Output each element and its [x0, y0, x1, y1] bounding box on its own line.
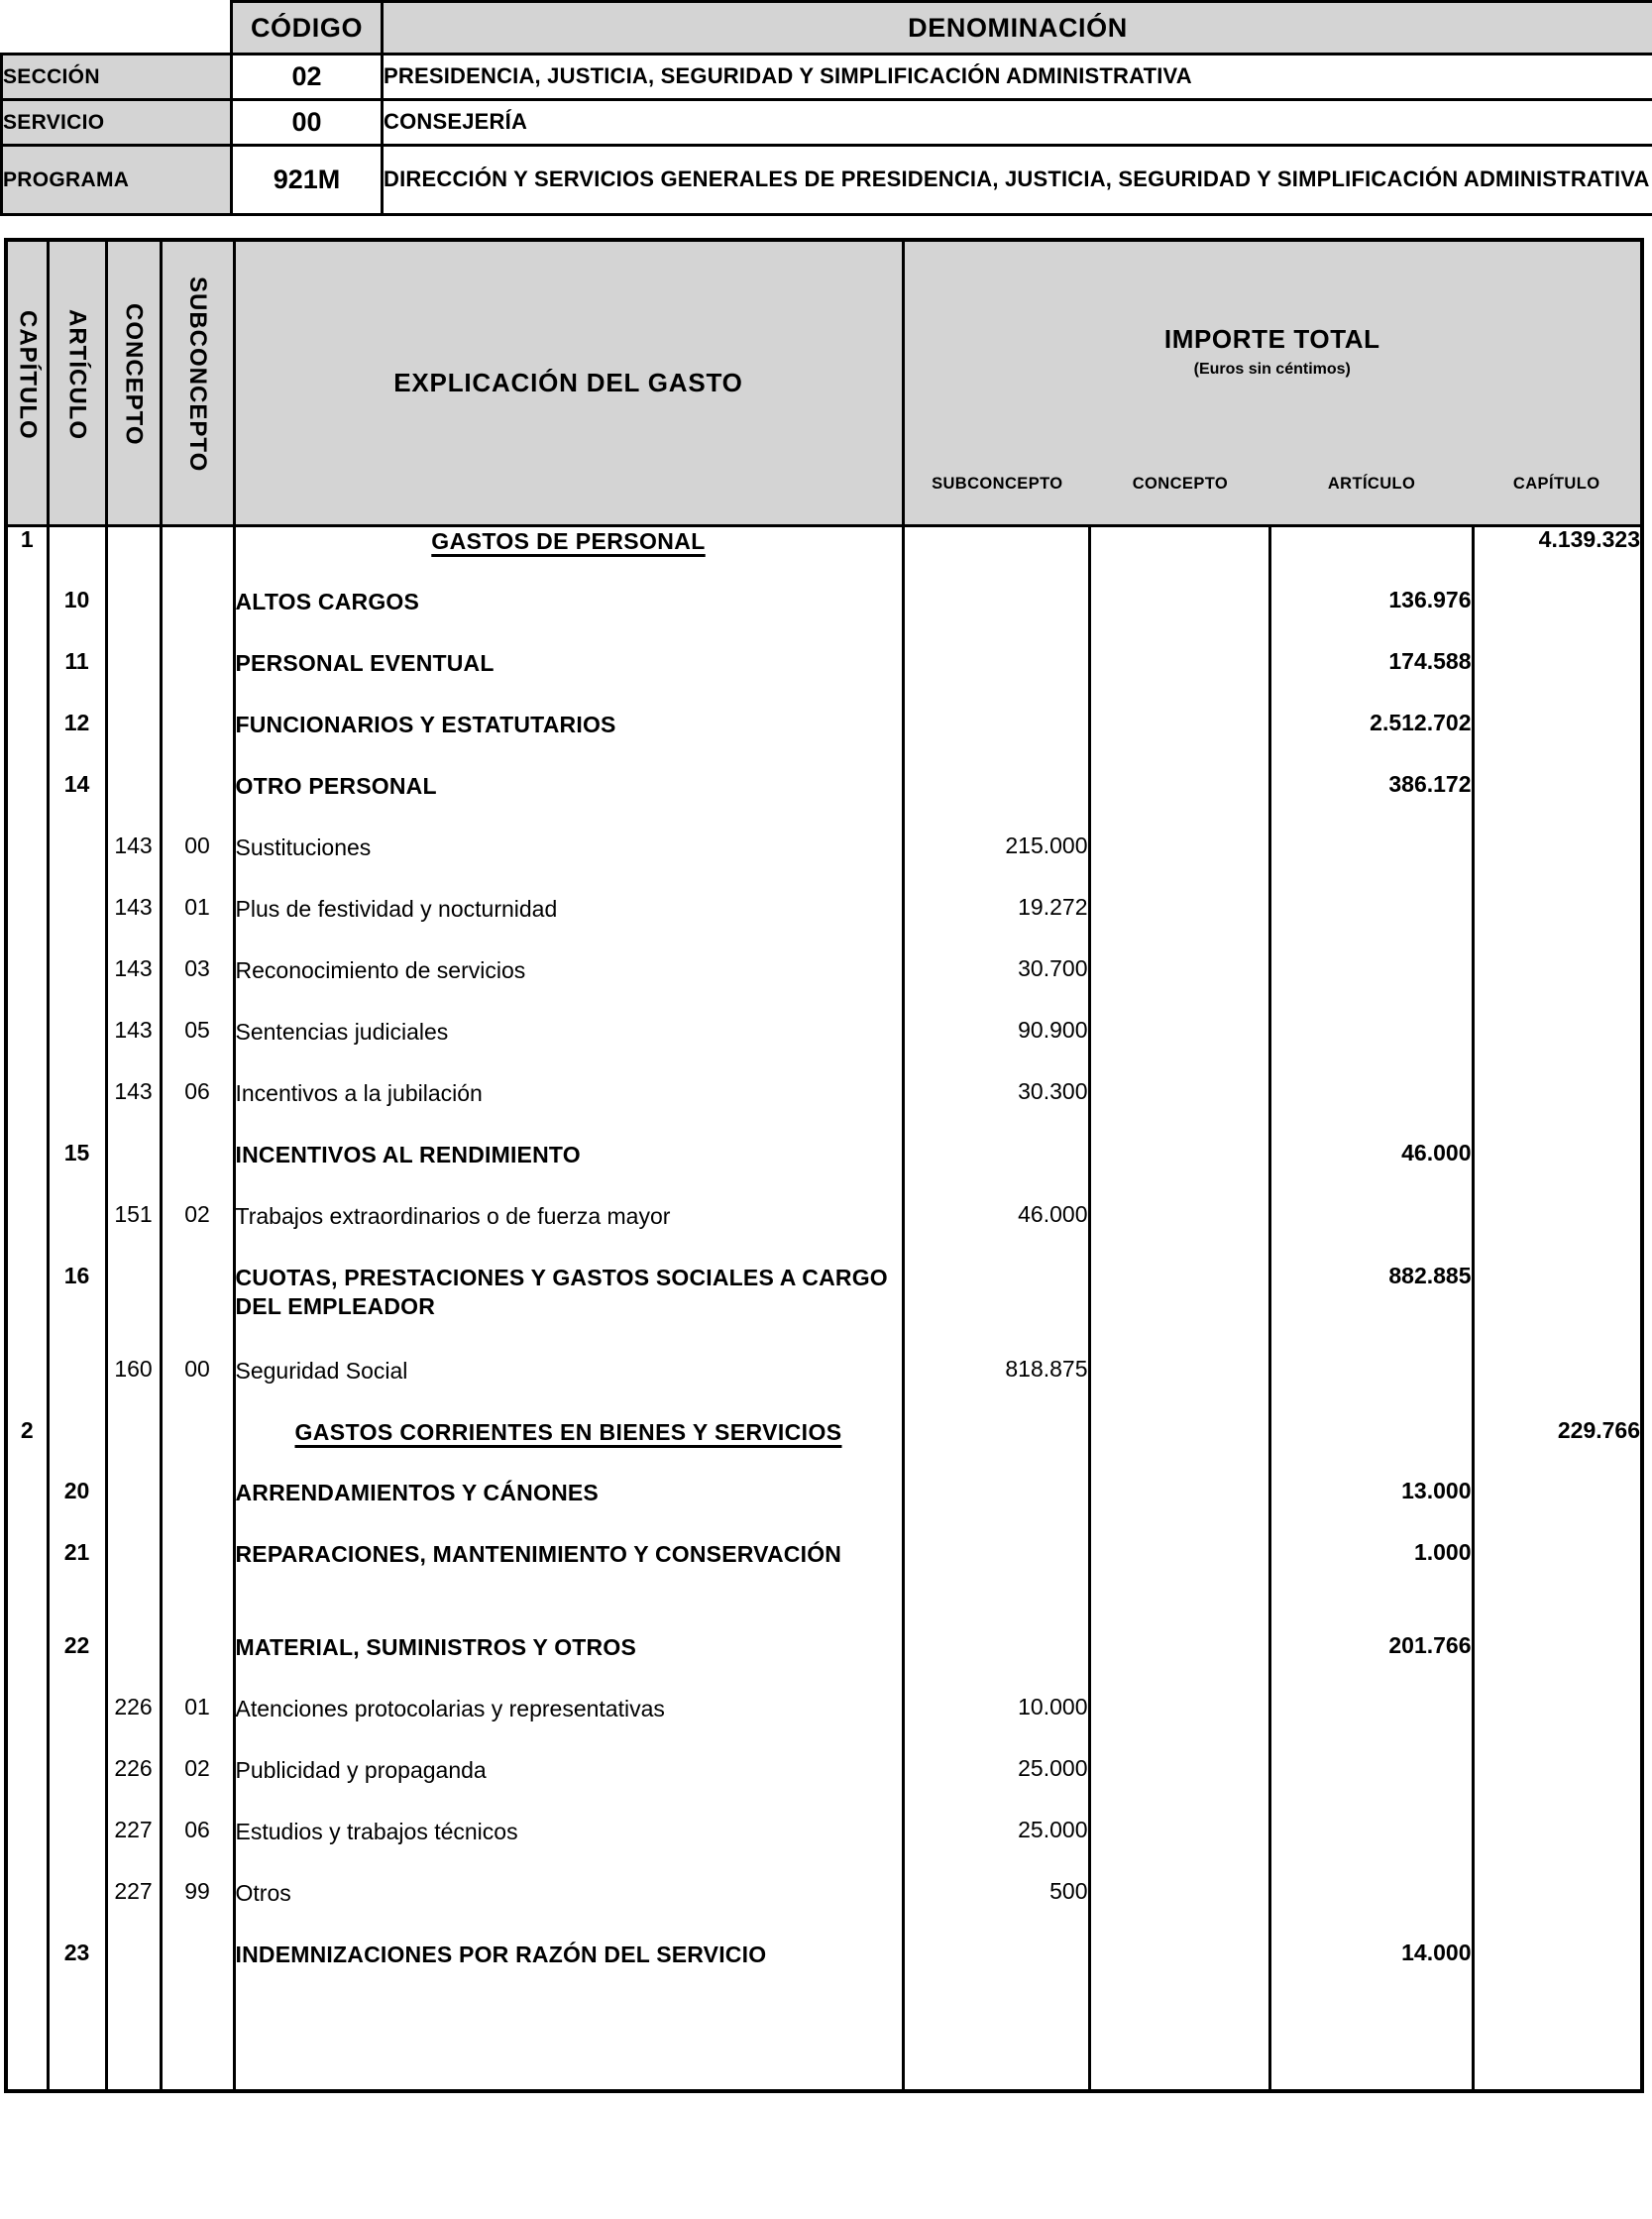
cell-explanation: Reconocimiento de servicios	[234, 956, 903, 1018]
cell-capitulo-code	[8, 1018, 48, 1079]
cell-amount-capitulo	[1473, 1633, 1640, 1695]
cell-concepto-code: 143	[106, 956, 161, 1018]
header-concepto-label: CONCEPTO	[120, 303, 148, 446]
budget-row	[8, 956, 1640, 1018]
cell-amount-capitulo	[1473, 711, 1640, 772]
cell-capitulo-code	[8, 1479, 48, 1540]
table-separator	[0, 216, 1652, 238]
cell-explanation: REPARACIONES, MANTENIMIENTO Y CONSERVACIÓN	[234, 1540, 903, 1633]
cell-concepto-code	[106, 1633, 161, 1695]
header-explicacion	[234, 242, 903, 526]
budget-header-row	[8, 242, 1640, 526]
cell-amount-concepto	[1089, 649, 1269, 711]
cell-amount-subconcepto	[903, 588, 1089, 649]
cell-explanation: Publicidad y propaganda	[234, 1756, 903, 1818]
budget-row	[8, 1479, 1640, 1540]
cell-amount-articulo: 46.000	[1269, 1141, 1473, 1202]
cell-amount-articulo: 1.000	[1269, 1540, 1473, 1633]
cell-amount-concepto	[1089, 1879, 1269, 1941]
cell-amount-capitulo	[1473, 1756, 1640, 1818]
budget-row	[8, 588, 1640, 649]
cell-subconcepto-code: 06	[161, 1079, 234, 1141]
cell-subconcepto-code	[161, 1633, 234, 1695]
cell-amount-capitulo	[1473, 895, 1640, 956]
budget-row	[8, 1202, 1640, 1264]
identification-label-programa: PROGRAMA	[2, 146, 232, 215]
header-articulo-rotated	[48, 242, 106, 526]
cell-subconcepto-code	[161, 1479, 234, 1540]
cell-concepto-code	[106, 649, 161, 711]
budget-row	[8, 1264, 1640, 1357]
cell-amount-concepto	[1089, 1202, 1269, 1264]
cell-amount-subconcepto	[903, 1141, 1089, 1202]
identification-row-servicio	[2, 100, 1652, 146]
budget-row	[8, 1941, 1640, 2089]
cell-amount-articulo	[1269, 1695, 1473, 1756]
cell-subconcepto-code	[161, 526, 234, 589]
cell-subconcepto-code: 03	[161, 956, 234, 1018]
budget-row	[8, 895, 1640, 956]
cell-amount-articulo	[1269, 1756, 1473, 1818]
cell-amount-articulo	[1269, 1818, 1473, 1879]
cell-subconcepto-code	[161, 772, 234, 833]
cell-amount-articulo	[1269, 1357, 1473, 1418]
cell-amount-concepto	[1089, 1264, 1269, 1357]
cell-articulo-code: 20	[48, 1479, 106, 1540]
cell-articulo-code: 10	[48, 588, 106, 649]
cell-concepto-code	[106, 1264, 161, 1357]
cell-articulo-code	[48, 1202, 106, 1264]
identification-header-row	[2, 2, 1652, 55]
cell-amount-articulo	[1269, 1418, 1473, 1479]
identification-table	[0, 0, 1652, 216]
cell-concepto-code: 227	[106, 1879, 161, 1941]
cell-articulo-code	[48, 833, 106, 895]
budget-row	[8, 1695, 1640, 1756]
cell-amount-subconcepto: 818.875	[903, 1357, 1089, 1418]
cell-explanation: INDEMNIZACIONES POR RAZÓN DEL SERVICIO	[234, 1941, 903, 2089]
cell-subconcepto-code: 02	[161, 1756, 234, 1818]
cell-concepto-code: 143	[106, 833, 161, 895]
identification-denomination-seccion: PRESIDENCIA, JUSTICIA, SEGURIDAD Y SIMPLIFICACIÓN ADMINISTRATIVA	[383, 55, 1652, 100]
cell-articulo-code: 11	[48, 649, 106, 711]
cell-articulo-code: 16	[48, 1264, 106, 1357]
cell-amount-capitulo	[1473, 956, 1640, 1018]
cell-subconcepto-code	[161, 1264, 234, 1357]
identification-code-programa: 921M	[232, 146, 383, 215]
cell-amount-articulo: 2.512.702	[1269, 711, 1473, 772]
cell-explanation: ARRENDAMIENTOS Y CÁNONES	[234, 1479, 903, 1540]
cell-explanation: Sentencias judiciales	[234, 1018, 903, 1079]
cell-articulo-code: 14	[48, 772, 106, 833]
cell-amount-articulo	[1269, 526, 1473, 589]
cell-amount-concepto	[1089, 1941, 1269, 2089]
cell-amount-concepto	[1089, 1018, 1269, 1079]
cell-amount-articulo: 882.885	[1269, 1264, 1473, 1357]
cell-concepto-code	[106, 772, 161, 833]
cell-explanation: Trabajos extraordinarios o de fuerza mayor	[234, 1202, 903, 1264]
cell-explanation	[234, 526, 903, 589]
cell-amount-subconcepto	[903, 649, 1089, 711]
identification-corner-spacer	[2, 2, 232, 55]
cell-amount-subconcepto	[903, 772, 1089, 833]
cell-amount-capitulo	[1473, 1941, 1640, 2089]
cell-capitulo-code	[8, 956, 48, 1018]
budget-row	[8, 1357, 1640, 1418]
cell-explanation: MATERIAL, SUMINISTROS Y OTROS	[234, 1633, 903, 1695]
cell-articulo-code: 21	[48, 1540, 106, 1633]
header-capitulo-label: CAPÍTULO	[14, 309, 42, 440]
chapter-title-underlined: GASTOS CORRIENTES EN BIENES Y SERVICIOS	[294, 1419, 842, 1445]
cell-amount-capitulo	[1473, 588, 1640, 649]
cell-amount-articulo	[1269, 1202, 1473, 1264]
amount-col-header-concepto: CONCEPTO	[1132, 475, 1229, 493]
identification-label-seccion: SECCIÓN	[2, 55, 232, 100]
cell-explanation: CUOTAS, PRESTACIONES Y GASTOS SOCIALES A CARGO DEL EMPLEADOR	[234, 1264, 903, 1357]
cell-capitulo-code	[8, 1818, 48, 1879]
identification-code-servicio: 00	[232, 100, 383, 146]
budget-row	[8, 772, 1640, 833]
cell-amount-subconcepto	[903, 1540, 1089, 1633]
cell-amount-articulo	[1269, 833, 1473, 895]
cell-articulo-code	[48, 1756, 106, 1818]
cell-amount-subconcepto: 10.000	[903, 1695, 1089, 1756]
cell-amount-concepto	[1089, 1540, 1269, 1633]
header-capitulo-rotated	[8, 242, 48, 526]
cell-amount-subconcepto	[903, 1633, 1089, 1695]
cell-concepto-code	[106, 1941, 161, 2089]
budget-row	[8, 1018, 1640, 1079]
cell-articulo-code	[48, 1818, 106, 1879]
cell-amount-subconcepto	[903, 711, 1089, 772]
cell-subconcepto-code	[161, 588, 234, 649]
identification-denomination-programa: DIRECCIÓN Y SERVICIOS GENERALES DE PRESIDENCIA, JUSTICIA, SEGURIDAD Y SIMPLIFICACIÓN ADMINISTRATIVA	[383, 146, 1652, 215]
cell-concepto-code	[106, 1141, 161, 1202]
cell-capitulo-code	[8, 1756, 48, 1818]
cell-amount-subconcepto: 500	[903, 1879, 1089, 1941]
header-importe-total	[903, 242, 1640, 526]
cell-articulo-code	[48, 1879, 106, 1941]
cell-concepto-code: 143	[106, 1079, 161, 1141]
cell-amount-concepto	[1089, 588, 1269, 649]
cell-explanation: OTRO PERSONAL	[234, 772, 903, 833]
cell-amount-subconcepto: 46.000	[903, 1202, 1089, 1264]
cell-subconcepto-code	[161, 649, 234, 711]
cell-articulo-code: 15	[48, 1141, 106, 1202]
cell-subconcepto-code	[161, 711, 234, 772]
cell-concepto-code: 226	[106, 1756, 161, 1818]
cell-explanation: Otros	[234, 1879, 903, 1941]
cell-amount-concepto	[1089, 1357, 1269, 1418]
cell-articulo-code	[48, 1695, 106, 1756]
cell-amount-capitulo	[1473, 1202, 1640, 1264]
amount-col-header-articulo: ARTÍCULO	[1327, 475, 1416, 493]
cell-amount-concepto	[1089, 772, 1269, 833]
cell-concepto-code: 160	[106, 1357, 161, 1418]
identification-label-servicio: SERVICIO	[2, 100, 232, 146]
cell-explanation: FUNCIONARIOS Y ESTATUTARIOS	[234, 711, 903, 772]
cell-concepto-code	[106, 1540, 161, 1633]
header-subconcepto-label: SUBCONCEPTO	[184, 277, 211, 473]
cell-concepto-code: 227	[106, 1818, 161, 1879]
cell-subconcepto-code: 99	[161, 1879, 234, 1941]
cell-capitulo-code	[8, 895, 48, 956]
cell-subconcepto-code	[161, 1941, 234, 2089]
cell-capitulo-code	[8, 1879, 48, 1941]
cell-articulo-code	[48, 526, 106, 589]
cell-capitulo-code	[8, 1540, 48, 1633]
cell-subconcepto-code: 05	[161, 1018, 234, 1079]
cell-explanation: Sustituciones	[234, 833, 903, 895]
cell-amount-capitulo	[1473, 1357, 1640, 1418]
cell-amount-concepto	[1089, 1756, 1269, 1818]
cell-amount-capitulo	[1473, 772, 1640, 833]
cell-explanation: Seguridad Social	[234, 1357, 903, 1418]
cell-subconcepto-code	[161, 1540, 234, 1633]
cell-amount-articulo: 386.172	[1269, 772, 1473, 833]
cell-capitulo-code	[8, 1141, 48, 1202]
identification-code-seccion: 02	[232, 55, 383, 100]
cell-amount-articulo	[1269, 1079, 1473, 1141]
cell-amount-capitulo	[1473, 649, 1640, 711]
cell-explanation: Estudios y trabajos técnicos	[234, 1818, 903, 1879]
cell-amount-concepto	[1089, 1418, 1269, 1479]
cell-capitulo-code	[8, 833, 48, 895]
importe-total-title: IMPORTE TOTAL	[1163, 324, 1380, 354]
cell-amount-subconcepto: 215.000	[903, 833, 1089, 895]
cell-capitulo-code	[8, 1264, 48, 1357]
budget-row	[8, 833, 1640, 895]
budget-row	[8, 1141, 1640, 1202]
cell-amount-capitulo: 4.139.323	[1473, 526, 1640, 589]
cell-explanation	[234, 1418, 903, 1479]
cell-amount-subconcepto: 30.700	[903, 956, 1089, 1018]
cell-capitulo-code	[8, 1079, 48, 1141]
budget-row	[8, 1879, 1640, 1941]
header-articulo-label: ARTÍCULO	[63, 309, 91, 440]
cell-concepto-code: 151	[106, 1202, 161, 1264]
cell-amount-concepto	[1089, 833, 1269, 895]
cell-amount-concepto	[1089, 1633, 1269, 1695]
budget-row	[8, 711, 1640, 772]
cell-amount-subconcepto: 19.272	[903, 895, 1089, 956]
cell-subconcepto-code: 02	[161, 1202, 234, 1264]
cell-articulo-code	[48, 895, 106, 956]
identification-row-programa	[2, 146, 1652, 215]
cell-amount-subconcepto: 25.000	[903, 1756, 1089, 1818]
cell-amount-concepto	[1089, 1695, 1269, 1756]
cell-capitulo-code: 1	[8, 526, 48, 589]
cell-capitulo-code	[8, 711, 48, 772]
budget-row	[8, 649, 1640, 711]
cell-amount-articulo: 14.000	[1269, 1941, 1473, 2089]
budget-row	[8, 1418, 1640, 1479]
cell-concepto-code: 143	[106, 895, 161, 956]
cell-explanation: INCENTIVOS AL RENDIMIENTO	[234, 1141, 903, 1202]
cell-concepto-code: 143	[106, 1018, 161, 1079]
cell-amount-capitulo	[1473, 1079, 1640, 1141]
budget-row	[8, 526, 1640, 589]
cell-capitulo-code	[8, 772, 48, 833]
cell-concepto-code	[106, 1479, 161, 1540]
importe-total-subtitle: (Euros sin céntimos)	[1193, 361, 1351, 378]
cell-articulo-code	[48, 956, 106, 1018]
cell-explanation: Plus de festividad y nocturnidad	[234, 895, 903, 956]
cell-articulo-code: 12	[48, 711, 106, 772]
budget-row	[8, 1633, 1640, 1695]
header-subconcepto-rotated	[161, 242, 234, 526]
cell-amount-subconcepto	[903, 1418, 1089, 1479]
cell-amount-subconcepto	[903, 526, 1089, 589]
cell-subconcepto-code	[161, 1418, 234, 1479]
cell-amount-articulo	[1269, 1879, 1473, 1941]
cell-explanation: PERSONAL EVENTUAL	[234, 649, 903, 711]
cell-articulo-code	[48, 1079, 106, 1141]
cell-amount-subconcepto	[903, 1264, 1089, 1357]
cell-amount-articulo	[1269, 1018, 1473, 1079]
cell-amount-concepto	[1089, 956, 1269, 1018]
cell-concepto-code	[106, 711, 161, 772]
identification-row-seccion	[2, 55, 1652, 100]
cell-subconcepto-code: 00	[161, 1357, 234, 1418]
cell-subconcepto-code: 01	[161, 1695, 234, 1756]
cell-amount-capitulo	[1473, 1879, 1640, 1941]
cell-amount-subconcepto	[903, 1479, 1089, 1540]
cell-amount-capitulo	[1473, 1141, 1640, 1202]
cell-amount-concepto	[1089, 895, 1269, 956]
cell-articulo-code	[48, 1418, 106, 1479]
cell-amount-concepto	[1089, 526, 1269, 589]
cell-amount-capitulo	[1473, 1018, 1640, 1079]
cell-amount-subconcepto	[903, 1941, 1089, 2089]
cell-amount-capitulo	[1473, 833, 1640, 895]
cell-subconcepto-code: 00	[161, 833, 234, 895]
cell-concepto-code	[106, 1418, 161, 1479]
amount-col-header-capitulo: CAPÍTULO	[1512, 475, 1600, 493]
cell-capitulo-code: 2	[8, 1418, 48, 1479]
cell-explanation: Atenciones protocolarias y representativas	[234, 1695, 903, 1756]
cell-amount-capitulo	[1473, 1540, 1640, 1633]
cell-amount-subconcepto: 90.900	[903, 1018, 1089, 1079]
budget-table	[8, 242, 1640, 2089]
cell-explanation: Incentivos a la jubilación	[234, 1079, 903, 1141]
cell-amount-articulo	[1269, 956, 1473, 1018]
identification-header-denominacion: DENOMINACIÓN	[383, 2, 1652, 55]
cell-amount-subconcepto: 25.000	[903, 1818, 1089, 1879]
cell-amount-concepto	[1089, 1479, 1269, 1540]
identification-denomination-servicio: CONSEJERÍA	[383, 100, 1652, 146]
cell-subconcepto-code: 01	[161, 895, 234, 956]
cell-capitulo-code	[8, 1695, 48, 1756]
budget-row	[8, 1540, 1640, 1633]
cell-concepto-code	[106, 588, 161, 649]
budget-row	[8, 1079, 1640, 1141]
cell-amount-capitulo: 229.766	[1473, 1418, 1640, 1479]
budget-table-container	[4, 238, 1644, 2093]
cell-amount-articulo: 201.766	[1269, 1633, 1473, 1695]
budget-row	[8, 1756, 1640, 1818]
cell-amount-capitulo	[1473, 1479, 1640, 1540]
header-explicacion-label: EXPLICACIÓN DEL GASTO	[393, 368, 743, 397]
cell-capitulo-code	[8, 649, 48, 711]
cell-articulo-code	[48, 1018, 106, 1079]
cell-amount-capitulo	[1473, 1818, 1640, 1879]
cell-amount-concepto	[1089, 1818, 1269, 1879]
cell-concepto-code	[106, 526, 161, 589]
cell-capitulo-code	[8, 1941, 48, 2089]
cell-amount-subconcepto: 30.300	[903, 1079, 1089, 1141]
cell-amount-articulo: 13.000	[1269, 1479, 1473, 1540]
header-concepto-rotated	[106, 242, 161, 526]
cell-capitulo-code	[8, 1357, 48, 1418]
cell-amount-capitulo	[1473, 1264, 1640, 1357]
cell-subconcepto-code	[161, 1141, 234, 1202]
identification-header-codigo: CÓDIGO	[232, 2, 383, 55]
cell-articulo-code: 23	[48, 1941, 106, 2089]
cell-explanation: ALTOS CARGOS	[234, 588, 903, 649]
cell-concepto-code: 226	[106, 1695, 161, 1756]
cell-subconcepto-code: 06	[161, 1818, 234, 1879]
cell-capitulo-code	[8, 1202, 48, 1264]
chapter-title-underlined: GASTOS DE PERSONAL	[431, 528, 706, 554]
cell-amount-capitulo	[1473, 1695, 1640, 1756]
cell-capitulo-code	[8, 1633, 48, 1695]
cell-amount-concepto	[1089, 711, 1269, 772]
cell-amount-articulo: 136.976	[1269, 588, 1473, 649]
cell-articulo-code: 22	[48, 1633, 106, 1695]
cell-amount-concepto	[1089, 1141, 1269, 1202]
cell-amount-concepto	[1089, 1079, 1269, 1141]
budget-row	[8, 1818, 1640, 1879]
amount-col-header-subconcepto: SUBCONCEPTO	[932, 475, 1063, 493]
cell-articulo-code	[48, 1357, 106, 1418]
cell-amount-articulo: 174.588	[1269, 649, 1473, 711]
cell-capitulo-code	[8, 588, 48, 649]
cell-amount-articulo	[1269, 895, 1473, 956]
